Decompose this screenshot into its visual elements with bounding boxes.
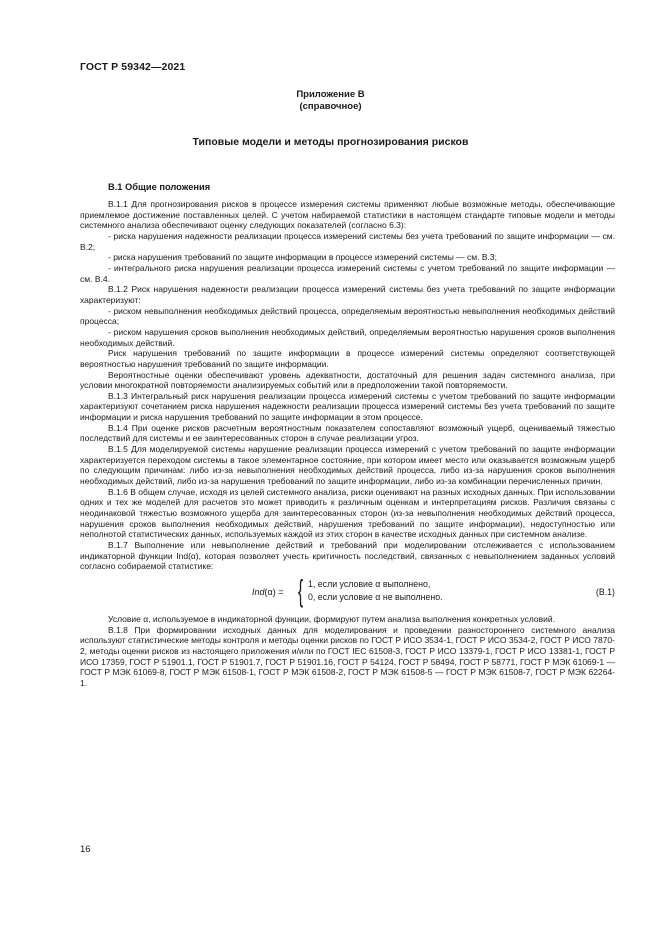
paragraph: В.1.4 При оценке рисков расчетным вероятностным показателем сопоставляют возможный ущерб, оцениваемый тяжестью последствий для системы и ее заинтересованных сторон в случае реализации угроз. bbox=[80, 422, 615, 444]
formula-case-1: 1, если условие α выполнено, bbox=[308, 578, 431, 589]
document-body bbox=[80, 199, 615, 689]
paragraph: В.1.8 При формировании исходных данных для моделирования и проведении разностороннего системного анализа используют статистические методы контроля и методы оценки рисков по ГОСТ Р ИСО 3534-1, ГОСТ Р ИСО 3534-2, ГОСТ Р ИСО 7870-2, методы оценки рисков из настоящего приложения и/или по ГОСТ IEC 61508-3, ГОСТ Р ИСО 13379-1, ГОСТ Р ИСО 13381-1, ГОСТ Р ИСО 17359, ГОСТ Р 51901.1, ГОСТ Р 51901.7, ГОСТ Р 51901.16, ГОСТ Р 54124, ГОСТ Р 58494, ГОСТ Р 58771, ГОСТ Р МЭК 61069-1 — ГОСТ Р МЭК 61069-8, ГОСТ Р МЭК 61508-1, ГОСТ Р МЭК 61508-2, ГОСТ Р МЭК 61508-5 — ГОСТ Р МЭК 61508-7, ГОСТ Р МЭК 62264-1. bbox=[80, 624, 615, 688]
standard-header: ГОСТ Р 59342—2021 bbox=[80, 61, 186, 73]
main-title: Типовые модели и методы прогнозирования рисков bbox=[192, 136, 469, 148]
list-item: - риском невыполнения необходимых действий процесса, определяемым вероятностью невыполнения необходимых действий процесса; bbox=[80, 305, 615, 327]
paragraph: Риск нарушения требований по защите информации в процессе измерений системы определяют соответствующей вероятностью нарушения требований по защите информации. bbox=[80, 348, 615, 369]
appendix-subtitle: (справочное) bbox=[299, 101, 362, 112]
paragraph: В.1.3 Интегральный риск нарушения реализации процесса измерений системы с учетом требований по защите информации характеризуют сочетанием риска нарушения надежности реализации процесса измерений системы без учета требований по защите информации и риска нарушения требований по защите информации в этом процессе. bbox=[80, 390, 615, 423]
section-heading: В.1 Общие положения bbox=[108, 182, 211, 192]
paragraph: В.1.6 В общем случае, исходя из целей системного анализа, риски оценивают на разных исходных данных. При использовании одних и тех же моделей для расчетов это может приводить к различным оценкам и интерпретациям рисков. Различия связаны с неодинаковой тяжестью возможного ущерба для заинтересованных сторон (из-за невыполнения необходимых действий процесса, нарушения сроков выполнения необходимых действий, нарушения требований по защите информации), недоступностью или неполнотой статистических данных, используемых каждой из этих сторон в качестве исходных данных при системном анализе. bbox=[80, 486, 615, 540]
formula-cases bbox=[308, 578, 443, 604]
list-item: - риска нарушения надежности реализации процесса измерений системы без учета требований по защите информации — см. В.2; bbox=[80, 230, 615, 252]
appendix-title: Приложение В bbox=[296, 89, 365, 100]
formula-lhs bbox=[252, 587, 283, 598]
paragraph: В.1.5 Для моделируемой системы нарушение реализации процесса измерений с учетом требований по защите информации характеризуется переходом системы в такое элементарное состояние, при котором имеет место или оказывается возможным ущерб по следующим причинам: либо из-за невыполнения необходимых действий процесса, либо из-за нарушения сроков выполнения необходимых действий, либо из-за нарушения требований по защите информации, либо из-за комбинации перечисленных причин. bbox=[80, 444, 615, 487]
page-number: 16 bbox=[80, 844, 91, 855]
list-item: - риском нарушения сроков выполнения необходимых действий, определяемым вероятностью нарушения сроков выполнения необходимых действий. bbox=[80, 326, 615, 348]
curly-brace-icon: { bbox=[298, 572, 304, 608]
paragraph: В.1.2 Риск нарушения надежности реализации процесса измерений системы без учета требований по защите информации характеризуют: bbox=[80, 284, 615, 305]
indicator-formula bbox=[80, 572, 615, 608]
formula-case-2: 0, если условие α не выполнено. bbox=[308, 591, 443, 602]
formula-function-name: Ind bbox=[252, 586, 265, 597]
paragraph: Вероятностные оценки обеспечивают уровень адекватности, достаточный для решения задач системного анализа, при условии многократной повторяемости анализируемых событий или в предположении такой повторяемости. bbox=[80, 369, 615, 391]
paragraph: В.1.1 Для прогнозирования рисков в процессе измерения системы применяют любые возможные методы, обеспечивающие приемлемое достижение поставленных целей. С учетом набираемой статистики в настоящем стандарте типовые модели и методы системного анализа обеспечивают оценку следующих показателей (согласно 6.3): bbox=[80, 199, 615, 231]
formula-argument: (α) = bbox=[264, 586, 284, 597]
list-item: - интегрального риска нарушения реализации процесса измерений системы с учетом требований по защите информации — см. В.4. bbox=[80, 262, 615, 284]
list-item: - риска нарушения требований по защите информации в процессе измерений системы — см. В.3; bbox=[108, 252, 497, 263]
formula-number: (В.1) bbox=[595, 586, 615, 597]
paragraph: В.1.7 Выполнение или невыполнение действий и требований при моделировании отслеживается с использованием индикаторной функции Ind(α), которая позволяет учесть критичность последствий, связанных с невыполнением заданных условий согласно собираемой статистике: bbox=[80, 540, 615, 572]
paragraph: Условие α, используемое в индикаторной функции, формируют путем анализа выполнения конкретных условий. bbox=[108, 613, 555, 624]
